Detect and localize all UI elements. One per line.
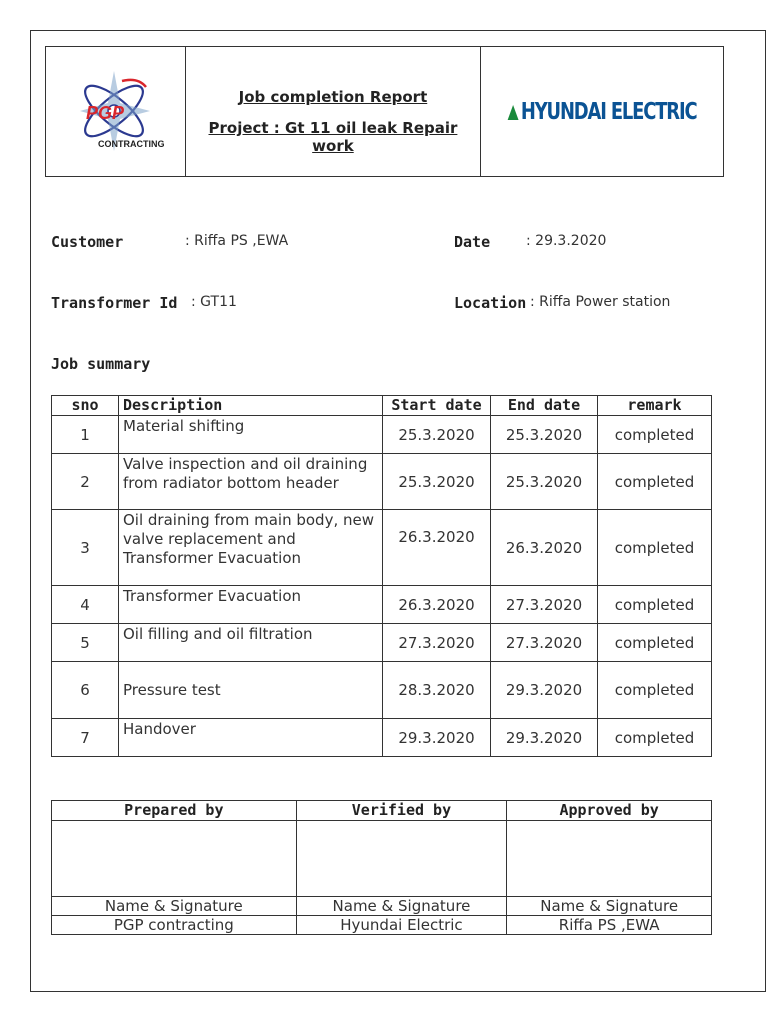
cell-sno: 1 (52, 416, 119, 454)
cell-remark: completed (598, 510, 712, 586)
cell-end: 27.3.2020 (491, 586, 598, 624)
cell-remark: completed (598, 454, 712, 510)
cell-sno: 7 (52, 719, 119, 757)
date-label: Date (454, 233, 491, 251)
prepared-party: PGP contracting (52, 916, 297, 935)
cell-end: 29.3.2020 (491, 662, 598, 719)
prepared-by-header: Prepared by (52, 801, 297, 821)
cell-sno: 2 (52, 454, 119, 510)
cell-start: 27.3.2020 (383, 624, 491, 662)
cell-start: 26.3.2020 (383, 586, 491, 624)
cell-end: 26.3.2020 (491, 510, 598, 586)
cell-remark: completed (598, 416, 712, 454)
table-row (52, 719, 712, 757)
col-sno: sno (52, 396, 119, 416)
project-title: Project : Gt 11 oil leak Repair work (208, 119, 458, 155)
cell-description: Handover (119, 719, 383, 757)
transformer-value: : GT11 (191, 294, 237, 310)
cell-remark: completed (598, 586, 712, 624)
verified-signature-space (296, 821, 507, 897)
approved-party: Riffa PS ,EWA (507, 916, 712, 935)
cell-description: Oil draining from main body, new valve replacement and Transformer Evacuation (119, 510, 383, 586)
signoff-header-row (52, 801, 712, 821)
cell-sno: 3 (52, 510, 119, 586)
cell-remark: completed (598, 662, 712, 719)
logo-wordmark: PGP (86, 103, 125, 123)
cell-end: 25.3.2020 (491, 416, 598, 454)
hyundai-logo (481, 47, 723, 176)
prepared-signature-space (52, 821, 297, 897)
pgp-logo-icon (46, 47, 185, 176)
table-row (52, 416, 712, 454)
cell-sno: 5 (52, 624, 119, 662)
customer-label: Customer (51, 233, 124, 251)
party-row (52, 916, 712, 935)
transformer-label: Transformer Id (51, 294, 178, 312)
name-signature-row (52, 897, 712, 916)
job-summary-heading: Job summary (51, 355, 151, 373)
col-description: Description (119, 396, 383, 416)
col-start-date: Start date (383, 396, 491, 416)
cell-start: 25.3.2020 (383, 416, 491, 454)
job-summary-table (51, 395, 712, 757)
approved-name-sig: Name & Signature (507, 897, 712, 916)
signature-space-row (52, 821, 712, 897)
cell-description: Transformer Evacuation (119, 586, 383, 624)
cell-description: Oil filling and oil filtration (119, 624, 383, 662)
cell-sno: 6 (52, 662, 119, 719)
cell-start: 25.3.2020 (383, 454, 491, 510)
customer-value: : Riffa PS ,EWA (185, 233, 289, 249)
location-label: Location (454, 294, 527, 312)
cell-end: 29.3.2020 (491, 719, 598, 757)
report-title: Job completion Report (238, 88, 428, 106)
col-remark: remark (598, 396, 712, 416)
cell-description: Valve inspection and oil draining from radiator bottom header (119, 454, 383, 510)
verified-party: Hyundai Electric (296, 916, 507, 935)
cell-description: Material shifting (119, 416, 383, 454)
cell-remark: completed (598, 719, 712, 757)
prepared-name-sig: Name & Signature (52, 897, 297, 916)
table-row (52, 624, 712, 662)
approved-by-header: Approved by (507, 801, 712, 821)
triangle-logo-icon (508, 105, 519, 120)
approved-signature-space (507, 821, 712, 897)
verified-by-header: Verified by (296, 801, 507, 821)
logo-subtext: CONTRACTING (98, 139, 165, 149)
cell-description: Pressure test (119, 662, 383, 719)
brand-name: HYUNDAI ELECTRIC (520, 98, 697, 125)
date-value: : 29.3.2020 (526, 233, 607, 249)
pgp-logo (46, 47, 186, 176)
table-row (52, 586, 712, 624)
location-value: : Riffa Power station (530, 294, 671, 310)
cell-start: 26.3.2020 (383, 510, 491, 586)
cell-start: 29.3.2020 (383, 719, 491, 757)
verified-name-sig: Name & Signature (296, 897, 507, 916)
table-row (52, 662, 712, 719)
table-row (52, 454, 712, 510)
cell-remark: completed (598, 624, 712, 662)
cell-end: 25.3.2020 (491, 454, 598, 510)
report-title-cell (186, 47, 481, 176)
cell-sno: 4 (52, 586, 119, 624)
table-header-row (52, 396, 712, 416)
col-end-date: End date (491, 396, 598, 416)
table-row (52, 510, 712, 586)
signoff-table (51, 800, 712, 935)
cell-end: 27.3.2020 (491, 624, 598, 662)
cell-start: 28.3.2020 (383, 662, 491, 719)
report-header (45, 46, 724, 177)
